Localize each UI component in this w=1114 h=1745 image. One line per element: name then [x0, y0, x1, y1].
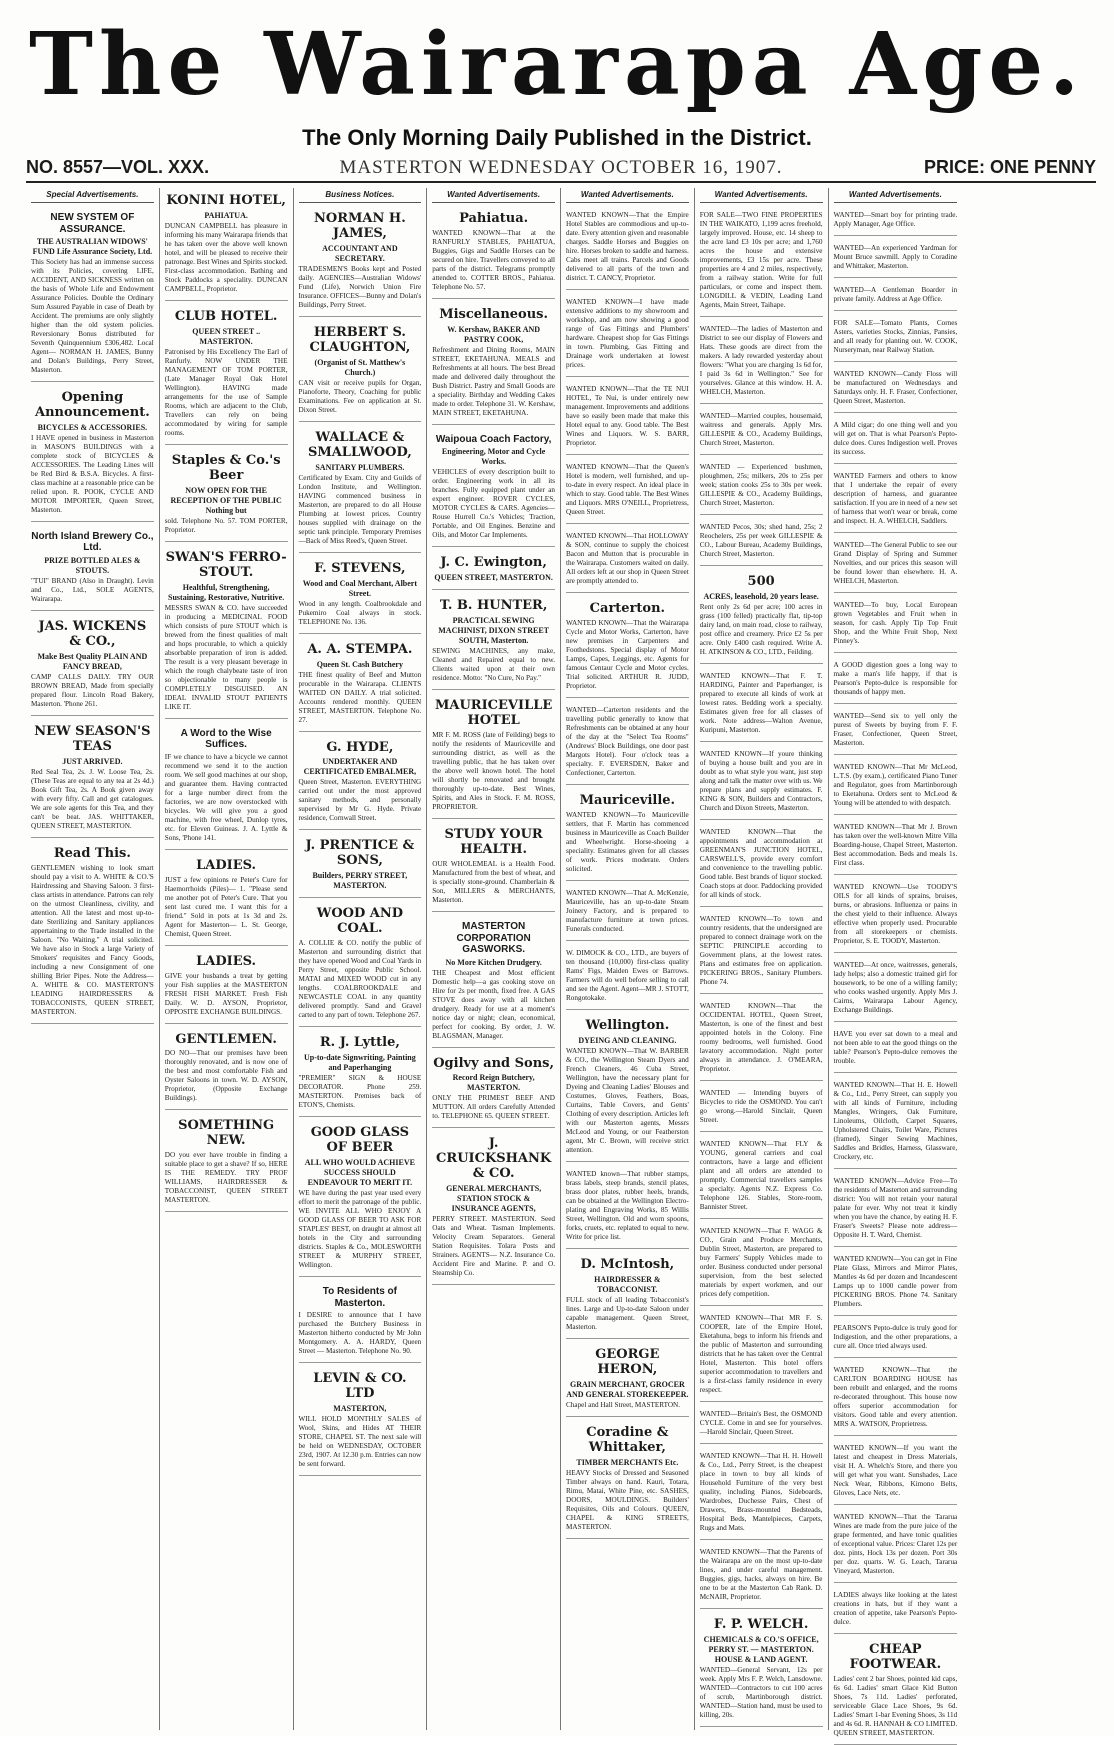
ad-body: WANTED—Send six to yell only the purest of Sweets by buying from F. F. Fraser, Confectioner, Queen Street, Masterton.: [833, 712, 958, 747]
ad-body: WANTED—The ladies of Masterton and District to see our display of Flowers and Hats. These goods are direct from the makers. A lady rewarded yesterday about flowers: "What you are charging 1s 6d for, I paid 3s 6d in Wellington." See for yourselves. Glance at this window. H. A. WHELCH, Masterton.: [699, 325, 823, 396]
advertisement: [700, 1309, 823, 1402]
advertisement: [432, 593, 555, 690]
column-2: [160, 188, 294, 1730]
ad-headline: A Word to the Wise Suffices.: [180, 727, 272, 751]
advertisement: [432, 1051, 555, 1129]
ad-headline: D. McIntosh,: [580, 1256, 675, 1272]
ad-headline: SOMETHING NEW.: [178, 1118, 275, 1149]
ad-headline: GENTLEMEN.: [175, 1031, 277, 1047]
advertisement: [834, 206, 958, 236]
issue-price: PRICE: ONE PENNY: [923, 157, 1096, 177]
ad-subheading: ALL WHO WOULD ACHIEVE SUCCESS SHOULD ENDEAVOUR TO MERIT IT.: [304, 1158, 415, 1187]
ad-headline: J. PRENTICE & SONS,: [305, 838, 415, 869]
ad-body: W. DIMOCK & CO., LTD., are buyers of ten thousand (10,000) first-class quality Rams' Figs, Maiden Ewes or Barrows. Farmers will do well before selling to call and see the Agent. Agent—MR J. STOTT, Rongotokake.: [566, 948, 689, 1002]
advertisement: [700, 458, 823, 515]
ad-body: WANTED KNOWN—I have made extensive additions to my showroom and workshop, and am now showing a good range of Gas Fittings and Plumbers' hardware. Cheapest shop for Gas Fittings in town. Plumbing, Gas Fitting and Drainage work undertaken at lowest prices.: [566, 298, 689, 369]
ad-body: WANTED KNOWN—That W. BARBER & CO., the Wellington Steam Dyers and French Cleaners, 46 Cuba Street, Wellington, have the necessary plant for Dyeing and Cleaning Ladies' Blouses and Costumes, Gloves, Feathers, Boas, Curtains, Table Covers, and Gents' Clothing of every description. Articles left with our Masterton agents, Messrs McLeod and Young, or our Featherston agent, Mr C. Brown, will receive strict attention.: [566, 1046, 689, 1154]
advertisement: [432, 206, 555, 299]
advertisement: [432, 693, 555, 819]
advertisement: [700, 667, 823, 742]
ad-headline: Wellington.: [585, 1017, 670, 1033]
ad-body: MR F. M. ROSS (late of Feilding) begs to notify the residents of Mauriceville and surrounding district, as well as the travelling public, that he has taken over the above well known hotel. The hotel will shortly be renovated and brought thoroughly up-to-date. Best Wines, Spirits, and Ales in Stock. F. M. ROSS, PROPRIETOR.: [432, 731, 555, 812]
advertisement: [700, 518, 823, 566]
advertisement: [299, 1280, 422, 1363]
column-6: [695, 188, 829, 1730]
ad-headline: MASTERTON CORPORATION GASWORKS.: [456, 921, 531, 955]
advertisement: [834, 707, 958, 755]
ad-body: WANTED KNOWN—That the Empire Hotel Stables are commodious and up-to-date. Every attention given and reasonable charges. Saddle Horses and Buggies on hire. Horses broken to saddle and harness. Cabs meet all trains. Parcels and Goods delivered to all parts of the town and district. T. CANCY, Proprietor.: [566, 211, 689, 282]
ad-headline: Pahiatua.: [459, 211, 529, 226]
advertisement: [834, 239, 958, 278]
ad-headline: Miscellaneous.: [439, 306, 549, 322]
ad-body: IF we chance to have a bicycle we cannot recommend we send it to the auction room. We sell good machines at our shop, and guarantee them. Having contracted for a large number direct from the factories, we are now overstocked with bicycles. We will give you a good machine, with free wheel, Dunlop tyres, etc. for Eleven Guineas. J. A. Lyttle & Sons, 'Phone 141.: [164, 752, 288, 842]
ad-subheading: DYEING AND CLEANING.: [578, 1035, 677, 1045]
ad-subheading: ACRES, leasehold, 20 years lease.: [703, 591, 819, 601]
ad-subheading: GRAIN MERCHANT, GROCER AND GENERAL STOREKEEPER.: [566, 1379, 689, 1399]
advertisement: [566, 380, 689, 455]
advertisement: [31, 525, 154, 611]
advertisement: [834, 416, 958, 464]
ad-body: THE Cheapest and Most efficient Domestic help—a gas cooking stove on Hire for 2s per month, fixed free. A GAS STOVE does away with all kitchen drudgery. Ready for use at a moment's notice day or night; clean, economical, perfect for cooking. By order, J. W. BLAGSMAN, Manager.: [432, 968, 555, 1040]
ad-body: This Society has had an immense success with its Policies, covering LIFE, ACCIDENT, AND SICKNESS written on the basis of Whole Life and Endowment Assurance Policies. Double the Ordinary Sum Assured Payable in case of Death by Accident. The premiums are only slightly higher than the old system policies. Reversionary Bonus distributed for Seventh Quinquennium £306,482. Local Agent— NORMAN H. JAMES, Bunny and Dolan's Buildings, Perry Street, Masterton.: [31, 258, 154, 374]
ad-headline: R. J. Lyttle,: [319, 1035, 400, 1051]
ad-body: WANTED KNOWN—Use TOODY'S OILS for all kinds of sprains, bruises, burns, or abrasions. Influenza or pains in the chest yield to their influence. Always effective when properly used. Procurable from all storekeepers or chemists. Proprietor, S. E. TOODY, Masterton.: [833, 883, 958, 945]
ad-body: WANTED—Britain's Best, the OSMOND CYCLE. Come in and see for yourselves.—Harold Sinclair, Queen Street.: [699, 1409, 823, 1436]
ad-body: WANTED KNOWN—That H. E. Howell & Co., Ltd., Perry Street, can supply you with all kinds of Furniture, including Mangles, Wringers, Oak Furniture, Linoleums, Oilcloth, Carpet Squares, Upholstered Chairs, Toilet Ware, Pictures (framed), Singer Sewing Machines, Saddles and Bridles, Harness, Glassware, Crockery, etc.: [833, 1081, 958, 1161]
ad-body: FULL stock of all leading Tobacconist's lines. Large and Up-to-date Saloon under capable management. Queen Street, Masterton.: [566, 1295, 689, 1331]
ad-body: WANTED KNOWN—That the Tararua Wines are made from the pure juice of the grape fermented, and have tonic qualities of exceptional value. Prices: Claret 12s per doz. pints, Hock 13s per dozen. Port 30s per doz. quarts. W. G. Leach, Tararua Vineyard, Masterton.: [833, 1513, 958, 1575]
advertisement: [700, 1447, 823, 1540]
issue-number: NO. 8557—VOL. XXX.: [26, 157, 210, 177]
ad-headline: Carterton.: [589, 601, 666, 616]
advertisement: [700, 569, 823, 664]
ad-body: WANTED known—That rubber stamps, brass labels, steep brands, stencil plates, brass door plates, rubber heels, brands, can be obtained at the Wellington Electro-plating and Engraving Works, 85 Willis Street, Wellington. Old and worn spoons, forks, cruets, etc. replated to equal to new. Write for price list.: [566, 1169, 689, 1241]
advertisement: [834, 467, 958, 533]
ad-subheading: MASTERTON,: [333, 1403, 387, 1413]
ad-body: WANTED—A Gentleman Boarder in private family. Address at Age Office.: [833, 286, 958, 303]
advertisement: [432, 915, 555, 1048]
ad-subheading: NOW OPEN FOR THE RECEPTION OF THE PUBLIC Nothing but: [170, 485, 282, 515]
advertisement: [700, 997, 823, 1081]
advertisement: [165, 853, 288, 946]
ad-body: WANTED KNOWN—That the OCCIDENTAL HOTEL, Queen Street, Masterton, is one of the finest and best appointed hotels in the Colony. Fine roomy bedrooms, well furnished. Good lavatory accommodation. Night porter always in attendance. J. O'MEARA, Proprietor.: [699, 1001, 823, 1073]
ad-headline: HERBERT S. CLAUGHTON,: [309, 324, 411, 355]
ad-body: OUR WHOLEMEAL is a Health Food. Manufactured from the best of wheat, and is specially stone-ground. Chamberlain & Son, MILLERS & MERCHANTS, Masterton.: [432, 860, 555, 904]
advertisement: [31, 719, 154, 838]
advertisement: [165, 1027, 288, 1111]
ad-headline: To Residents of Masterton.: [322, 1286, 397, 1309]
ad-body: Ladies' cent 2 bar Shoes, pointed kid caps, 6s 6d. Ladies' smart Glace Kid Button Shoes, 7s 11d. Ladies' perforated, serviceable Glace Lace Shoes, 9s 6d. Ladies' Smart 1-bar Evening Shoes, 3s 11d and 4s 6d. R. HANNAH & CO LIMITED. QUEEN STREET, MASTERTON.: [833, 1674, 958, 1737]
ad-subheading: Builders, PERRY STREET, MASTERTON.: [312, 871, 408, 891]
advertisement: [432, 428, 555, 548]
column-header: Wanted Advertisements.: [432, 188, 555, 203]
column-4: [427, 188, 561, 1730]
advertisement: [700, 745, 823, 820]
ad-subheading: UNDERTAKER AND CERTIFICATED EMBALMER,: [303, 757, 417, 777]
ad-body: Red Seal Tea, 2s. J. W. Loose Tea, 2s. (These Teas are equal to any tea at 2s 4d.) Book Gift Tea, 2s. A Book given away with every fifty. Call and get catalogues. We are sole agents for this Tea, and they can't be beat. JAS. WHITTAKER, QUEEN STREET, MASTERTON.: [31, 767, 154, 830]
ad-body: "PREMIER" SIGN & HOUSE DECORATOR. Phone 259. MASTERTON. Premises back of ETON'S, Chemists.: [298, 1074, 422, 1110]
ad-headline: MAURICEVILLE HOTEL: [434, 698, 553, 729]
ad-body: WANTED — Experienced bushmen, ploughmen, 25s; milkers, 20s to 25s per week; station cooks 25s to 30s per week. GILLESPIE & CO., Academy Buildings, Church Street, Masterton.: [699, 463, 823, 507]
ad-body: HEAVY Stocks of Dressed and Seasoned Timber always on hand. Kauri, Totara, Rimu, Matai, White Pine, etc. SASHES, DOORS, MOULDINGS. Builders' Requisites, Oils and Colours. QUEEN, CHAPEL & KING STREETS, MASTERTON.: [566, 1468, 689, 1531]
ad-headline: G. HYDE,: [326, 739, 394, 755]
ad-subheading: No More Kitchen Drudgery.: [445, 957, 542, 967]
ad-body: WANTED — Intending buyers of Bicycles to ride the OSMOND. You can't go wrong.—Harold Sinclair, Queen Street.: [699, 1088, 823, 1124]
advertisement: [432, 1131, 555, 1285]
ad-headline: Mauriceville.: [579, 792, 676, 808]
ad-headline: F. P. WELCH.: [713, 1616, 809, 1632]
advertisement: [165, 1113, 288, 1212]
ad-body: CAN visit or receive pupils for Organ, Pianoforte, Theory, Coaching for public Examinations. Fee on application at St. Dixon Street.: [298, 378, 422, 414]
ad-body: WANTED KNOWN—Advice Free—To the residents of Masterton and surrounding district: You will not retain your natural palate for ever. Why not treat it kindly when you have the chance, by eating H. F. Fraser's Sweets? Please note address—Opposite H. T. Ward, Chemist.: [833, 1177, 958, 1239]
ad-body: WANTED KNOWN—That H. H. Howell & Co., Ltd., Perry Street, is the cheapest place in town to buy all kinds of Household Furniture of the very best quality, including Pianos, Sideboards, Wardrobes, Duchesse Pairs, Chest of Drawers, Brass-mounted Bedsteads, Hospital Beds, Mantelpieces, Carpets, Rugs and Mats.: [699, 1451, 823, 1532]
masthead: [0, 0, 1114, 185]
advertisement: [834, 1586, 958, 1634]
advertisement: [834, 878, 958, 953]
advertisement: [834, 1439, 958, 1505]
advertisement: [834, 1319, 958, 1358]
ad-subheading: PRIZE BOTTLED ALES & STOUTS.: [44, 555, 141, 575]
ad-subheading: HAIRDRESSER & TOBACCONIST.: [594, 1274, 661, 1294]
ad-body: GENTLEMEN wishing to look smart should pay a visit to A. WHITE & CO.'S Hairdressing and Shaving Saloon. 3 first-class artists in attendance. Patrons can rely on the utmost Cleanliness, civility, and attention. All the latest and most up-to-date Sterilizing and Sanitary appliances appertaining to the Trade installed in the Saloon. "No Waiting." A trial solicited. We have also in Stock a large Variety of Smokers' requisites and Fancy Goods, including a new Consignment of one shilling Brier Pipes. Note the Address— A. WHITE & CO. MASTERTON'S LEADING HAIRDRESSERS & TOBACCONISTS, QUEEN STREET, MASTERTON.: [31, 863, 154, 1016]
ad-subheading: (Organist of St. Matthew's Church.): [314, 357, 406, 377]
ad-body: GIVE your husbands a treat by getting your Fish supplies at the MASTERTON FRESH FISH MARKET. Fresh Fish Daily. W. D. AYSON, Proprietor, OPPOSITE EXCHANGE BUILDINGS.: [164, 971, 288, 1016]
advertisement: [299, 1366, 422, 1476]
ad-body: WANTED—To buy, Local European grown Vegetables and Fruit when in season, for cash. Apply Tip Top Fruit Shop, and the White Fruit Shop, Next Pinney's.: [833, 601, 958, 645]
column-header: Wanted Advertisements.: [834, 188, 958, 203]
ad-headline: Coradine & Whittaker,: [586, 1424, 669, 1455]
ad-body: VEHICLES of every description built to order. Engineering work in all its branches. Fully equipped plant under an expert engineer. ROVER CYCLES, MOTOR CYCLES & CARS. Agencies—Rouse Hurrell Co.'s Vehicles; Traction, Portable, and Oil Engines. Benzine and Oils, and Motor Car Implements.: [432, 468, 555, 540]
advertisement: [834, 1025, 958, 1073]
ad-body: DO you ever have trouble in finding a suitable place to get a shave? If so, HERE IS THE REMEDY. TRY PROF WILLIAMS, HAIRDRESSER & TOBACCONIST, QUEEN STREET MASTERTON.: [164, 1151, 288, 1205]
newspaper-title: The Wairarapa Age.: [28, 14, 1086, 115]
ad-body: Patronised by His Excellency The Earl of Ranfurly. NOW UNDER THE MANAGEMENT OF TOM PORTER, (Late Manager Royal Oak Hotel Wellington). HAVING made arrangements for the use of Sample Rooms, which are adjacent to the Club, Travellers can rely on being accommodated by wiring for sample rooms.: [164, 347, 288, 437]
advertisement: [165, 448, 288, 542]
advertisement: [834, 365, 958, 413]
ad-body: WANTED Farmers and others to know that I undertake the repair of every description of harness, and guarantee satisfaction. If you are in need of a new set of harness that won't wear or break, come and inspect. H. A. WHELCH, Saddlers.: [833, 472, 958, 525]
column-3: [294, 188, 428, 1730]
ad-body: WANTED KNOWN—That the Wairarapa Cycle and Motor Works, Carterton, have new premises in Carpenters and Foothedstons. Special display of Motor Lamps, Capes, Leggings, etc. Agents for famous Centaur Cycle and Motor cycles. Trial solicited. ARTHUR R. JUDD, Proprietor.: [566, 618, 689, 690]
ad-headline: North Island Brewery Co., Ltd.: [31, 530, 154, 554]
ad-body: HAVE you ever sat down to a meal and not been able to eat the good things on the table? Pearson's Pepto-dulce removes the trouble.: [833, 1030, 958, 1065]
advertisement: [165, 304, 288, 445]
ad-subheading: Queen St. Cash Butchery: [316, 659, 403, 669]
ad-headline: Opening Announcement.: [34, 390, 150, 420]
ad-headline: Waipoua Coach Factory,: [435, 433, 552, 445]
advertisement: [834, 314, 958, 362]
ad-body: Refreshment and Dining Rooms, MAIN STREET, EKETAHUNA. MEALS and Refreshments at all hours. The best Bread made and delivered daily throughout the Bush District. Pastry and Small Goods are a speciality. Birthday and Wedding Cakes made to order. Telephone 31. W. Kershaw, MAIN STREET, EKETAHUNA.: [432, 345, 555, 417]
advertisement: [834, 1076, 958, 1169]
ad-body: PEARSON'S Pepto-dulce is truly good for Indigestion, and the other preparations, a cure all. Once tried always used.: [833, 1324, 958, 1350]
advertisement: [700, 320, 823, 404]
column-1: [26, 188, 160, 1730]
advertisement: [834, 656, 958, 704]
ad-body: WANTED KNOWN—Candy Floss will be manufactured on Wednesdays and Saturdays only. H. F. Fraser, Confectioner, Queen Street, Masterton.: [833, 370, 958, 405]
ad-body: THE finest quality of Beef and Mutton procurable in the Wairarapa. CLIENTS WAITED ON DAILY. A trial solicited. Accounts rendered monthly. QUEEN STREET, MASTERTON. Telephone No. 27.: [298, 670, 422, 724]
ad-body: WANTED KNOWN—That the Queen's Hotel is modern, well furnished, and up-to-date in every respect. An ideal place in which to stay. Good table. The Best Wines and Liquors. MRS O'NEILL, Proprietress, Queen Street.: [566, 463, 689, 516]
ad-body: Queen Street, Masterton. EVERYTHING carried out under the most approved sanitary methods, and personally supervised by Mr G. Hyde. Private residence, Cornwall Street.: [298, 778, 422, 823]
ad-body: WANTED KNOWN—That F. WAGG & CO., Grain and Produce Merchants, Dublin Street, Masterton, are prepared to buy Farmers' Supply Vehicles made to order. Business conducted under personal supervision, from the best selected materials by expert workmen, and our prices defy competition.: [699, 1226, 823, 1298]
ad-body: WANTED KNOWN—That A. McKenzie, Mauriceville, has an up-to-date Steam Joinery Factory, and is prepared to manufacture furniture at town prices. Funerals conducted.: [566, 888, 689, 933]
ad-headline: F. STEVENS,: [314, 560, 406, 576]
ad-subheading: W. Kershaw, BAKER AND PASTRY COOK,: [447, 324, 541, 344]
ad-subheading: QUEEN STREET .. MASTERTON.: [192, 326, 261, 346]
ad-body: MESSRS SWAN & CO. have succeeded in producing a MEDICINAL FOOD which consists of pure STOUT which is brewed from the finest qualities of malt and hops procurable, to which a quickly absorbable preparation of iron is added. The result is a very pleasant beverage in which the rough chalybeate taste of iron so objectionable to many people is COMPLETELY DISGUISED. AN IDEAL INVALID STOUT PATIENTS LIKE IT.: [164, 603, 288, 711]
ad-headline: NORMAN H. JAMES,: [314, 211, 406, 241]
advertisement: [566, 944, 689, 1010]
ad-headline: WOOD AND COAL.: [316, 906, 404, 937]
ad-body: WANTED KNOWN—You can get in Fine Plate Glass, Mirrors and Mirror Plates, Mantles 4s 6d per dozen and Incandescent Lamps up to 1000 candle power from PICKERING BROS. Phone 74. Sanitary Plumbers.: [833, 1255, 958, 1308]
ad-body: PERRY STREET. MASTERTON. Seed Oats and Wheat. Tasman Implements. Velocity Cream Separators. General Station Requisites. Tolara Posts and Strainers. AGENTS— N.Z. Insurance Co. Accident Fire and Marine. P. and O. Steamship Co.: [432, 1215, 555, 1278]
advertisement: [566, 458, 689, 524]
ad-body: WANTED KNOWN—That at the RANFURLY STABLES, PAHIATUA, Buggies, Gigs and Saddle Horses can be secured on hire. Travellers conveyed to all parts of the district. Telegrams promptly attended to. COTTER BROS., Pahiatua. Telephone No. 57.: [432, 228, 555, 291]
advertisement: [700, 823, 823, 907]
advertisement: [299, 425, 422, 553]
ad-body: ONLY THE PRIMEST BEEF AND MUTTON. All orders Carefully Attended to. TELEPHONE 65. QUEEN STREET.: [432, 1094, 555, 1121]
advertisement: [834, 596, 958, 653]
advertisement: [432, 822, 555, 912]
advertisement: [566, 701, 689, 785]
advertisement: [31, 614, 154, 716]
ad-headline: J. CRUICKSHANK & CO.: [436, 1136, 552, 1182]
advertisement: [834, 1508, 958, 1583]
column-header: Wanted Advertisements.: [566, 188, 689, 203]
ad-body: WANTED—General Servant, 12s per week. Apply Mrs F. P. Welch, Lansdowne. WANTED—Contractors to cut 100 acres of scrub, Martinborough district. WANTED—Station hand, must be used to killing, 20s.: [699, 1665, 823, 1719]
ad-body: WANTED—Married couples, housemaid, waitress and generals. Apply Mrs. GILLESPIE & CO., Academy Buildings, Church Street, Masterton.: [699, 412, 823, 447]
ad-subheading: BICYCLES & ACCESSORIES.: [37, 422, 148, 432]
ad-headline: JAS. WICKENS & CO.,: [38, 618, 147, 649]
advertisement: [566, 884, 689, 941]
advertisement: [299, 556, 422, 634]
ad-body: Certificated by Exam. City and Guilds of London Institute, and Wellington. HAVING commenced business in Masterton, are prepared to do all House Plumbing at lowest prices. Country houses supplied with drainage on the septic tank principle. Temporary Premises—Back of Miss Reed's, Queen Street.: [298, 473, 422, 545]
advertisement: [834, 1637, 958, 1745]
ad-headline: J. C. Ewington,: [440, 555, 547, 571]
advertisement: [31, 385, 154, 522]
advertisement: [834, 818, 958, 875]
advertisement: [566, 596, 689, 698]
advertisement: [834, 1361, 958, 1436]
advertisement: [700, 1543, 823, 1609]
ad-subheading: QUEEN STREET, MASTERTON.: [434, 573, 553, 583]
ad-body: A GOOD digestion goes a long way to make a man's life happy, if that is Pearson's Pepto-dulce is responsible for thousands of happy men.: [833, 661, 958, 696]
ad-body: WANTED—At once, waitresses, generals, lady helps; also a domestic trained girl for housework, to be one of a willing family; who cooks washed urgently. Apply Mrs J. Cairns, Wairarapa Labour Agency, Exchange Buildings.: [833, 961, 958, 1014]
advertisement: [299, 735, 422, 831]
ad-subheading: GENERAL MERCHANTS, STATION STOCK & INSURANCE AGENTS,: [446, 1184, 542, 1214]
ad-headline: CLUB HOTEL.: [174, 308, 278, 324]
ad-subheading: TIMBER MERCHANTS Etc.: [576, 1457, 679, 1467]
advertisement: [700, 1405, 823, 1444]
ad-headline: A. A. STEMPA.: [307, 641, 413, 657]
ad-body: WANTED KNOWN—If you want the latest and cheapest in Dress Materials, visit H. A. Whelch's Store, and there you will get what you want. Sunshades, Lace Neck Wear, Ribbons, Kimono Belts, Gloves, Lace Nets, etc.: [833, 1444, 958, 1497]
ad-body: Wood in any length. Coalbrookdale and Pukemiro Coal always in stock. TELEPHONE No. 136.: [298, 599, 422, 626]
newspaper-subtitle: The Only Morning Daily Published in the District.: [302, 125, 812, 150]
advertisement: [834, 281, 958, 311]
advertisement: [165, 722, 288, 850]
ad-headline: KONINI HOTEL,: [166, 193, 286, 208]
column-header: Business Notices.: [299, 188, 422, 203]
ad-body: I HAVE opened in business in Masterton in MASON'S BUILDINGS with a complete stock of BICYCLES & ACCESSORIES. The Leading Lines will be Red Bird & B.S.A. Bicycles. A first-class machine at a reasonable price can be relied upon. R. POOK, CYCLE AND MOTOR IMPORTER, Queen Street, Masterton.: [31, 433, 154, 514]
ad-subheading: Record Reign Butchery, MASTERTON.: [452, 1073, 535, 1093]
advertisement: [566, 1252, 689, 1339]
ad-headline: SWAN'S FERRO-STOUT.: [165, 549, 287, 580]
ad-body: FOR SALE—TWO FINE PROPERTIES IN THE WAIKATO, 1,199 acres freehold, largely improved. House, etc. 14 sheep to the acre land £3 10s per acre; and 1,760 acres the house and extensive improvements, £3 15s per acre. These properties are 4 and 2 miles, respectively, from a railway station. Write for full particulars, or come and inspect them. LONGDILL & VEDIN, Leading Land Agents, Main Street, Taihape.: [699, 211, 823, 309]
ad-headline: LEVIN & CO. LTD: [313, 1371, 407, 1401]
ad-body: WANTED KNOWN—That the TE NUI HOTEL, Te Nui, is under entirely new management. Improvements and additions have so easily been made that make this Hotel equal to any. Good table. The Best Wines and Liquors. W. S. BARR, Proprietor.: [566, 385, 689, 447]
ad-headline: STUDY YOUR HEALTH.: [444, 827, 543, 858]
advertisement: [165, 188, 288, 301]
ad-body: WANTED KNOWN—If youre thinking of buying a house built and you are in doubt as to what style you want, just step along and talk the matter over with us. We prepare plans and supply estimates. F. KING & SON, Builders and Contractors, Church and Dixon Streets, Masterton.: [699, 749, 823, 812]
column-5: [561, 188, 695, 1730]
issue-date: MASTERTON WEDNESDAY OCTOBER 16, 1907.: [339, 157, 783, 178]
ad-headline: T. B. HUNTER,: [439, 598, 548, 614]
ad-subheading: PAHIATUA.: [204, 210, 248, 220]
ad-body: WANTED KNOWN—That Mr McLeod, L.T.S. (by exam.), certificated Piano Tuner and Regulator, goes from Martinborough to Eketahuna. Orders sent to McLeod & Young will be attended to with despatch.: [833, 763, 958, 807]
ad-headline: GEORGE HERON,: [595, 1346, 660, 1377]
ad-body: WANTED KNOWN—To town and country residents, that the undersigned are prepared to connect drainage work on the SEPTIC PRINCIPLE according to Government plans, at the lowest rates. Plans and estimates free on application. PICKERING BROS., Sanitary Plumbers. Phone 74.: [699, 914, 823, 986]
ad-body: WANTED KNOWN—That MR F. S. COOPER, late of the Empire Hotel, Eketahuna, begs to inform his friends and the public of Masterton and surrounding districts that he has taken over the Central Hotel, Masterton. This hotel offers superior accommodation to travellers and is a first-class family residence in every respect.: [699, 1313, 823, 1394]
advertisement: [700, 910, 823, 994]
ad-headline: NEW SYSTEM OF ASSURANCE.: [50, 212, 135, 235]
advertisement: [834, 536, 958, 593]
advertisement: [299, 1030, 422, 1117]
ad-body: Chapel and Hall Street, MASTERTON.: [566, 1400, 681, 1409]
advertisement: [700, 407, 823, 455]
advertisement: [299, 206, 422, 317]
advertisement: [834, 758, 958, 815]
advertisement: [165, 545, 288, 719]
ad-subheading: Engineering, Motor and Cycle Works.: [441, 447, 546, 467]
ad-body: DUNCAN CAMPBELL has pleasure in informing his many Wairarapa friends that he has taken over the above well known hotel, and will be pleased to receive their patronage. Best Wines and Spirits stocked. First-class accommodation. Bathing and Stock Paddocks a speciality. DUNCAN CAMPBELL, Proprietor.: [164, 221, 288, 293]
ad-body: WANTED KNOWN—That the appointments and accommodation at GREENMAN'S JUNCTION HOTEL, CARSWELL'S, provide every comfort and convenience to the travelling public. Good table. Best brands of liquor stocked. Coach stops at door. Paddocking provided for all kinds of stock.: [699, 827, 823, 899]
ad-subheading: CHEMICALS & CO.'S OFFICE, PERRY ST. — MASTERTON. HOUSE & LAND AGENT.: [703, 1634, 819, 1664]
ad-body: WILL HOLD MONTHLY SALES of Wool, Skins, and Hides AT THEIR STORE, CHAPEL ST. The next sale will be held on WEDNESDAY, OCTOBER 23rd, 1907. At 12.30 p.m. Entries can now be sent forward.: [298, 1414, 422, 1468]
ad-body: A. COLLIE & CO. notify the public of Masterton and surrounding district that they have opened Wood and Coal Yards in Perry Street, opposite Public School. MATAI and MIXED WOOD cut in any lengths. COALBROOKDALE and NEWCASTLE COAL in any quantity delivered promptly. Sand and Gravel carted to any part of town. Telephone 267.: [298, 939, 422, 1020]
ad-headline: 500: [747, 574, 775, 589]
ad-body: WANTED Pecos, 30s; shed hand, 25s; 2 Reochelers, 25s per week GILLESPIE & CO., Labour Bureau, Academy Buildings, Church Street, Masterton.: [699, 523, 823, 558]
ad-headline: Ogilvy and Sons,: [433, 1055, 555, 1071]
ad-subheading: THE AUSTRALIAN WIDOWS' FUND Life Assurance Society, Ltd.: [32, 237, 153, 256]
ad-body: WANTED KNOWN—That the Parents of the Wairarapa are on the most up-to-date lines, and under careful management. Buggies, gigs, hacks, always on hire. Be one to be at the Masterton Cab Rank. D. McNAIR, Proprietor.: [699, 1547, 823, 1601]
advertisement: [299, 901, 422, 1027]
ad-subheading: Wood and Coal Merchant, Albert Street.: [302, 578, 418, 598]
advertisement: [566, 1013, 689, 1162]
ad-headline: LADIES.: [196, 857, 257, 873]
ad-subheading: Up-to-date Signwriting, Painting and Paperhanging: [303, 1053, 416, 1073]
advertisement: [566, 206, 689, 290]
ad-body: JUST a few opinions re Peter's Cure for Haemorrhoids (Piles)— 1. "Please send me another pot of Peter's Cure. That you sent last cured me. I want this for a friend." Sold in pots at 1s 3d and 2s. Agent for Masterton— L. St. George, Chemist, Queen Street.: [164, 875, 288, 938]
advertisement: [299, 1120, 422, 1277]
ad-subheading: SANITARY PLUMBERS.: [315, 462, 405, 472]
ad-subheading: JUST ARRIVED.: [62, 756, 123, 766]
ad-body: WANTED KNOWN—That Mr J. Brown has taken over the well-known Mitre Villa Boarding-house, Chapel Street, Masterton. Best accommodation. Beds and meals 1s. First class.: [833, 823, 958, 867]
ad-subheading: Healthful, Strengthening, Sustaining, Restorative, Nutritive.: [168, 582, 285, 602]
advertisement: [566, 788, 689, 881]
column-header: Special Advertisements.: [31, 188, 154, 203]
advertisement: [299, 320, 422, 422]
ad-body: SEWING MACHINES, any make, Cleaned and Repaired equal to new. Clients waited upon at their own residence. Motto: "No Cure, No Pay.": [432, 647, 555, 683]
ad-body: WANTED KNOWN—That HOLLOWAY & SON, continue to supply the choicest Bacon and Mutton that is procurable in the Wairarapa. Customers waited on daily. All orders left at our shop in Queen Street are promptly attended to.: [566, 532, 689, 585]
columns: [26, 188, 1096, 1737]
advertisement: [165, 949, 288, 1024]
advertisement: [31, 841, 154, 1024]
advertisement: [566, 1165, 689, 1249]
ad-body: LADIES always like looking at the latest creations in hats, but if they want a creation of appetite, take Pearson's Pepto-dulce.: [833, 1591, 958, 1626]
ad-body: WANTED—Smart boy for printing trade. Apply Manager, Age Office.: [833, 211, 958, 228]
advertisement: [566, 293, 689, 377]
ad-body: WE have during the past year used every effort to merit the patronage of the public. WE INVITE ALL WHO ENJOY A GOOD GLASS OF BEER TO ASK FOR STAPLES' BEST, on draught at almost all hotels in the City and surrounding districts. Staples & Co., MOLESWORTH STREET & MURPHY STREET, Wellington.: [298, 1189, 422, 1269]
ad-body: WANTED KNOWN—That FLY & YOUNG, general carriers and coal contractors, have a large and efficient plant and all orders are attended to promptly. Commercial travellers samples a specialty. Agents N.Z. Express Co. Telephone 126. Stables, Store-room, Bannister Street.: [699, 1139, 823, 1211]
advertisement: [432, 550, 555, 590]
ad-body: TRADESMEN'S Books kept and Posted daily. AGENCIES—Australian Widows' Fund (Life), Norwich Union Fire Insurance. OFFICES—Bunny and Dolan's Buildings, Perry Street.: [298, 264, 422, 309]
ad-body: A Mild cigar; do one thing well and you will get on. That is what Pearson's Pepto-dulce does. Cures Indigestion well. Proves its success.: [833, 421, 958, 456]
ad-body: Rent only 2s 6d per acre; 100 acres in grass (100 felled) practically flat, tip-top dairy land, on main road, close to railway, post office and creamery. Price £2 5s per acre. Only £400 cash required. Write A. H. ATKINSON & CO., LTD., Feilding.: [699, 602, 823, 656]
advertisement: [432, 302, 555, 425]
advertisement: [834, 1250, 958, 1316]
ad-headline: WALLACE & SMALLWOOD,: [307, 429, 412, 460]
advertisement: [566, 527, 689, 593]
ad-body: FOR SALE—Tomato Plants, Cornes Asters, varieties Stocks, Zinnias, Pansies, and all ready for planting out. W. COOK, Nurseryman, near Railway Station.: [833, 319, 958, 354]
advertisement: [700, 1084, 823, 1132]
advertisement: [566, 1420, 689, 1539]
ad-body: "TUI" BRAND (Also in Draught). Levin and Co., Ltd., SOLE AGENTS, Wairarapa.: [31, 576, 154, 603]
advertisement: [700, 1222, 823, 1306]
ad-headline: NEW SEASON'S TEAS: [34, 723, 151, 754]
ad-headline: Read This.: [53, 845, 131, 861]
ad-headline: GOOD GLASS OF BEER: [310, 1125, 410, 1156]
ad-subheading: PRACTICAL SEWING MACHINIST, DIXON STREET SOUTH, Masterton.: [438, 616, 549, 646]
column-header: Wanted Advertisements.: [700, 188, 823, 203]
ad-body: I DESIRE to announce that I have purchased the Butchery Business in Masterton hitherto conducted by Mr John Montgomery. A. A. HARDY, Queen Street — Masterton. Telephone No. 90.: [298, 1311, 422, 1355]
advertisement: [700, 1612, 823, 1727]
ad-headline: LADIES.: [196, 953, 257, 969]
ad-body: CAMP CALLS DAILY. TRY OUR BROWN BREAD, Made from specially prepared flour. Lincoln Road Bakery, Masterton. 'Phone 261.: [31, 672, 154, 708]
advertisement: [700, 1135, 823, 1219]
ad-subheading: ACCOUNTANT AND SECRETARY.: [322, 243, 398, 263]
ad-body: DO NO—That our premises have been thoroughly renovated, and is now one of the best and most comfortable Fish and Oyster Saloons in town. W. D. AYSON, Proprietor, (Opposite Exchange Buildings).: [164, 1049, 288, 1103]
ad-body: WANTED KNOWN—That the CARLTON BOARDING HOUSE has been rebuilt and enlarged, and the rooms re-decorated throughout. This house now offers superior accommodation for visitors. Good table and every attention. MRS A. WATSON, Proprietress.: [833, 1366, 958, 1428]
ad-body: WANTED—An experienced Yardman for Mount Bruce sawmill. Apply to Coradine and Whittaker, Masterton.: [833, 244, 958, 270]
ad-body: sold. Telephone No. 57. TOM PORTER, Proprietor.: [164, 516, 288, 534]
column-7: [829, 188, 963, 1737]
advertisement: [834, 956, 958, 1022]
advertisement: [566, 1342, 689, 1417]
ad-headline: CHEAP FOOTWEAR.: [849, 1642, 942, 1672]
ad-headline: Staples & Co.'s Beer: [171, 452, 281, 483]
ad-body: WANTED KNOWN—That F. T. HARDING, Painter and Paperhanger, is prepared to execute all kinds of work at lowest rates. Bedding work a specialty. Estimates given free for all classes of work. Note address—Walton Avenue, Kuripuni, Masterton.: [699, 671, 823, 734]
ad-subheading: Make Best Quality PLAIN AND FANCY BREAD,: [37, 651, 148, 671]
advertisement: [299, 637, 422, 732]
issue-line: [26, 155, 1096, 183]
ad-body: WANTED KNOWN—To Mauriceville settlers, that F. Martin has commenced business in Mauriceville as Coach Builder and Wheelwright. Horse-shoeing a speciality. Estimates given for all classes of work. Prices moderate. Orders solicited.: [566, 810, 689, 873]
advertisement: [31, 206, 154, 382]
ad-body: WANTED—Carterton residents and the travelling public generally to know that Refreshments can be obtained at any hour of the day at the "Select Tea Rooms" (Andrews' Block Buildings, one door past Margots Hotel). Four o'clock teas a specialty. F. EVERSDEN, Baker and Confectioner, Carterton.: [566, 705, 689, 777]
advertisement: [299, 833, 422, 898]
advertisement: [700, 206, 823, 317]
ad-body: WANTED—The General Public to see our Grand Display of Spring and Summer Novelties, and our prices this season will be found lower than elsewhere. H. A. WHELCH, Masterton.: [833, 541, 958, 585]
advertisement: [834, 1172, 958, 1247]
